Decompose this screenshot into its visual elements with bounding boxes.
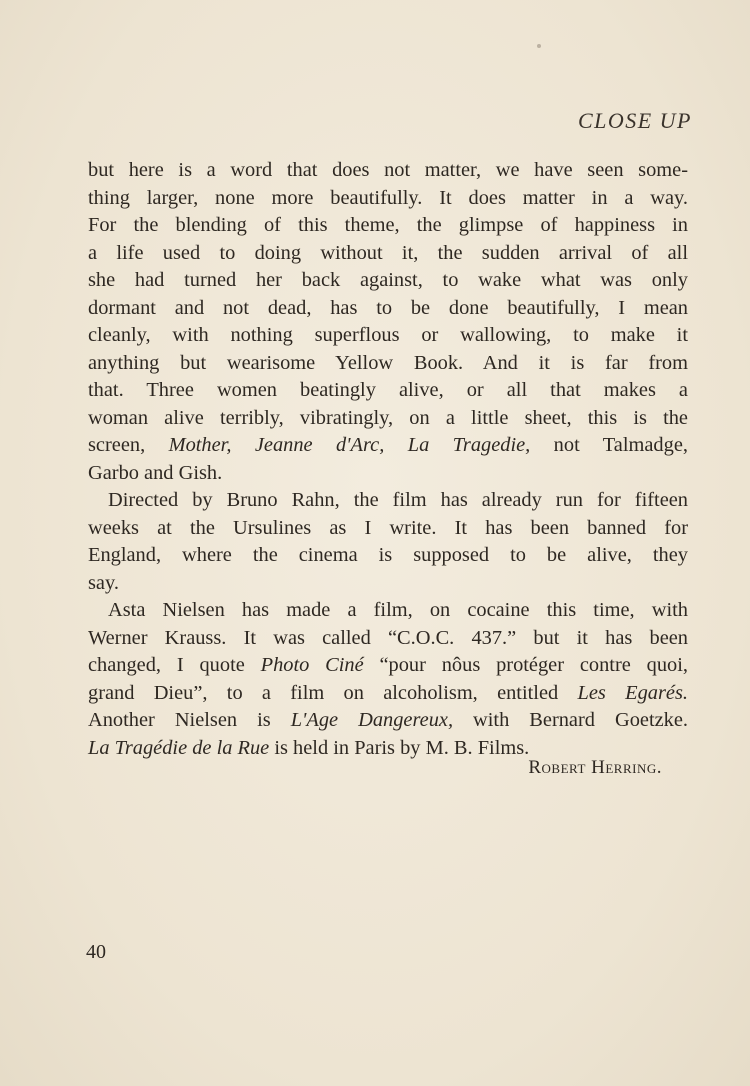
paragraph-3 [88,597,688,762]
text-line: woman alive terribly, vibratingly, on a little sheet, this is the [88,406,688,429]
page-number: 40 [86,941,106,963]
text-line: weeks at the Ursulines as I write. It has been banned for [88,516,688,539]
film-title-italic: Les Egarés. [577,681,688,704]
text-line: cleanly, with nothing superflous or wallowing, to make it [88,324,688,346]
text-line: but here is a word that does not matter, we have seen some- [88,159,688,181]
paragraph-2 [88,487,688,597]
text-line: she had turned her back against, to wake what was only [88,269,688,291]
text-line: thing larger, none more beautifully. It does matter in a way. [88,186,688,209]
text-line [88,432,688,460]
text-line: dormant and not dead, has to be done beautifully, I mean [88,296,688,319]
text-line: Garbo and Gish. [88,461,223,484]
text-line [88,652,688,680]
paragraph-1 [88,157,688,487]
text-line [88,707,688,735]
text-line: anything but wearisome Yellow Book. And it is far from [88,351,688,374]
film-title-italic: La Tragédie de la Rue [88,736,270,759]
running-header: CLOSE UP [577,108,692,133]
film-title-italic: L'Age Dangereux, [290,709,454,731]
text-fragment: is held in Paris by M. B. Films. [269,736,530,759]
ink-speck [537,44,541,48]
text-line: say. [88,571,119,594]
text-line: that. Three women beatingly alive, or all that makes a [88,379,688,401]
author-signature: Robert Herring. [528,757,662,778]
article-body [88,157,688,762]
text-fragment: “pour nôus protéger contre quoi, [363,654,688,676]
text-line: Werner Krauss. It was called “C.O.C. 437.” but it has been [88,626,688,649]
text-line [88,680,688,708]
text-line: a life used to doing without it, the sudden arrival of all [88,241,688,264]
text-line: For the blending of this theme, the glimpse of happiness in [88,214,688,236]
film-titles-italic: Mother, Jeanne d'Arc, La Tragedie, [168,434,531,456]
text-line: Asta Nielsen has made a film, on cocaine this time, with [108,599,688,621]
text-fragment: screen, [88,434,169,456]
text-fragment: not Talmadge, [530,434,688,456]
text-fragment: with Bernard Goetzke. [453,709,688,731]
text-line: England, where the cinema is supposed to be alive, they [88,544,688,566]
text-line: Directed by Bruno Rahn, the film has already run for fifteen [108,489,688,511]
text-fragment: grand Dieu”, to a film on alcoholism, entitled [88,681,578,704]
publication-title-italic: Photo Ciné [260,654,364,676]
text-fragment: changed, I quote [88,654,261,676]
text-fragment: Another Nielsen is [88,709,291,731]
